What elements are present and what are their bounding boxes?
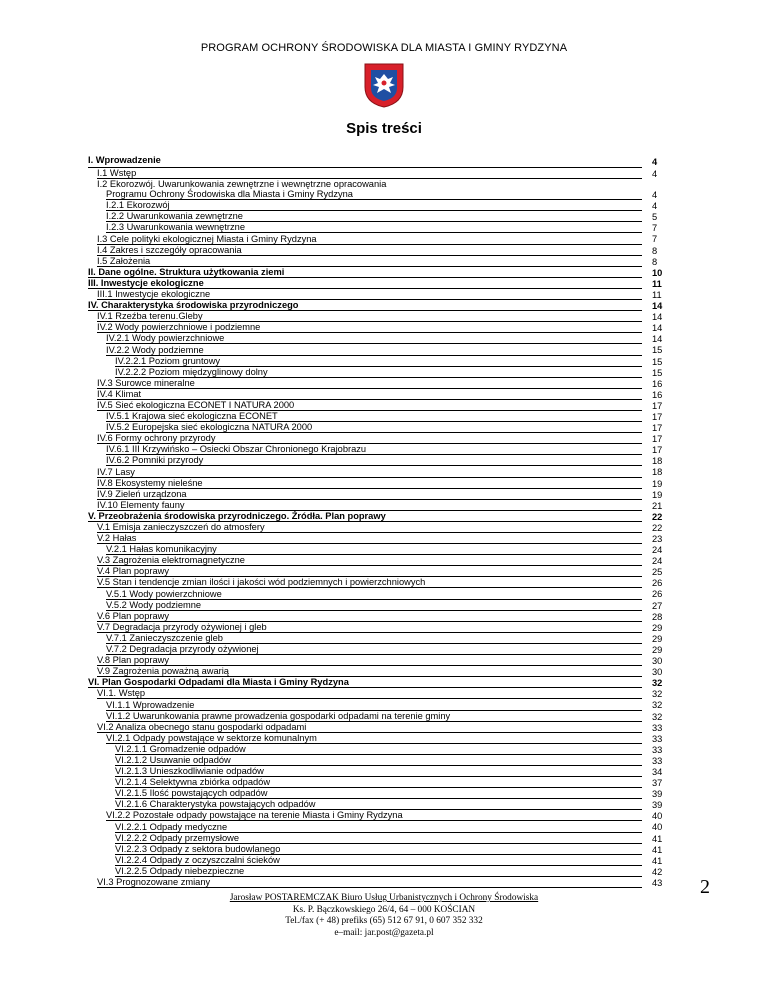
toc-entry-label: IV.9 Zieleń urządzona (97, 488, 187, 499)
toc-entry-label: IV.2.1 Wody powierzchniowe (106, 333, 225, 344)
toc-entry-page: 10 (652, 267, 663, 278)
toc-entry-page: 4 (652, 157, 658, 167)
toc-entry-page: 19 (652, 478, 663, 489)
toc-entry-page: 32 (652, 711, 663, 722)
toc-entry-label: III.1 Inwestycje ekologiczne (97, 289, 211, 300)
toc-entry-label: IV.5.2 Europejska sieć ekologiczna NATURA 2000 (106, 422, 313, 433)
toc-entry-label: IV.2.2.2 Poziom międzyglinowy dolny (115, 366, 268, 377)
toc-entry-page: 30 (652, 667, 663, 678)
toc-entry-label: V.7.1 Zanieczyszczenie gleb (106, 632, 223, 643)
toc-entry-label: IV.6.1 III Krzywińsko – Osiecki Obszar Chronionego Krajobrazu (106, 444, 367, 455)
toc-entry[interactable] (88, 878, 678, 889)
toc-entry-page: 32 (652, 700, 663, 711)
toc-entry-page: 39 (652, 800, 663, 811)
page-header: PROGRAM OCHRONY ŚRODOWISKA DLA MIASTA I GMINY RYDZYNA (200, 42, 568, 54)
toc-entry-label: VI.2.1.4 Selektywna zbiórka odpadów (115, 777, 271, 788)
toc-entry-page: 17 (652, 445, 663, 456)
toc-entry-page: 15 (652, 367, 663, 378)
toc-entry-page: 26 (652, 589, 663, 600)
footer-phone: Tel./fax (+ 48) prefiks (65) 512 67 91, 0 607 352 332 (285, 916, 483, 926)
toc-entry-label: I.2.1 Ekorozwój (106, 200, 170, 211)
toc-entry-label: V. Przeobrażenia środowiska przyrodniczego. Źródła. Plan poprawy (88, 510, 386, 521)
page-number: 2 (700, 876, 710, 898)
toc-entry-page: 4 (652, 201, 658, 212)
toc-entry-page: 5 (652, 212, 658, 223)
toc-entry-page: 26 (652, 578, 663, 589)
toc-entry-page: 4 (652, 190, 658, 201)
toc-entry-label: VI.2.1.5 Ilość powstających odpadów (115, 788, 268, 799)
toc-entry-label: IV.1 Rzeźba terenu.Gleby (97, 311, 203, 322)
toc-entry-label: VI.2.1 Odpady powstające w sektorze komunalnym (106, 732, 317, 743)
toc-entry-label: III. Inwestycje ekologiczne (88, 277, 204, 288)
toc-entry-label: V.6 Plan poprawy (97, 610, 170, 621)
toc-entry-page: 18 (652, 456, 663, 467)
toc-entry-page: 24 (652, 556, 663, 567)
toc-entry-page: 23 (652, 534, 663, 544)
toc-entry-label: IV.5.1 Krajowa sieć ekologiczna ECONET (106, 411, 278, 422)
toc-entry-page: 11 (652, 278, 662, 289)
toc-entry-label: I.2.2 Uwarunkowania zewnętrzne (106, 211, 243, 222)
toc-entry-label: V.2.1 Hałas komunikacyjny (106, 544, 217, 555)
toc-entry-label: VI.2.2.4 Odpady z oczyszczalni ścieków (115, 854, 280, 865)
toc-entry-page: 43 (652, 877, 663, 888)
toc-entry-label: IV.6 Formy ochrony przyrody (97, 433, 216, 444)
toc-entry-page: 7 (652, 223, 658, 234)
toc-entry-label: IV.3 Surowce mineralne (97, 377, 195, 388)
toc-entry-page: 18 (652, 467, 663, 478)
toc-entry-page: 33 (652, 722, 663, 733)
toc-entry-page: 32 (652, 678, 663, 689)
toc-entry-page: 22 (652, 511, 663, 522)
toc-entry-label: VI.2.1.2 Usuwanie odpadów (115, 754, 231, 765)
toc-entry-label: IV.2.2.1 Poziom gruntowy (115, 355, 221, 366)
toc-entry-page: 17 (652, 400, 663, 411)
toc-entry[interactable] (88, 149, 678, 169)
toc-entry-page: 33 (652, 755, 663, 766)
toc-entry-label: IV.5 Sieć ekologiczna ECONET I NATURA 2000 (97, 399, 295, 410)
toc-entry-label: V.9 Zagrożenia poważną awarią (97, 666, 229, 677)
toc-entry-page: 33 (652, 733, 663, 744)
toc-entry-label: IV.6.2 Pomniki przyrody (106, 455, 204, 466)
toc-entry-label: IV.8 Ekosystemy nieleśne (97, 477, 203, 488)
toc-entry-label: I.2.3 Uwarunkowania wewnętrzne (106, 222, 246, 233)
toc-entry-page: 33 (652, 744, 663, 755)
toc-entry-page: 27 (652, 600, 663, 611)
toc-entry-label: V.2 Hałas (97, 533, 137, 544)
toc-entry-page: 37 (652, 778, 663, 789)
footer-address: Ks. P. Bączkowskiego 26/4, 64 – 000 KOŚCIAN (292, 904, 476, 915)
toc-entry-page: 16 (652, 378, 663, 389)
toc-entry-page: 30 (652, 656, 663, 667)
toc-entry-label: V.5.1 Wody powierzchniowe (106, 588, 222, 599)
document-title: Spis treści (346, 120, 422, 137)
toc-entry-label: IV.10 Elementy fauny (97, 499, 185, 510)
toc-entry-page: 19 (652, 489, 663, 500)
toc-entry-label: Programu Ochrony Środowiska dla Miasta i Gminy Rydzyna (106, 189, 353, 200)
toc-entry-page: 22 (652, 522, 663, 533)
toc-entry-page: 40 (652, 811, 663, 822)
toc-entry-label: VI.2.1.6 Charakterystyka powstających odpadów (115, 799, 316, 810)
toc-entry-label: V.5.2 Wody podziemne (106, 599, 202, 610)
toc-entry-label: IV.4 Klimat (97, 388, 142, 399)
toc-entry-label: V.8 Plan poprawy (97, 655, 170, 666)
toc-entry-label: IV.2.2 Wody podziemne (106, 344, 204, 355)
toc-entry-page: 34 (652, 766, 663, 777)
toc-entry-page: 29 (652, 644, 663, 655)
toc-entry-page: 14 (652, 301, 663, 312)
toc-entry-page: 15 (652, 345, 663, 356)
toc-entry-page: 28 (652, 611, 663, 622)
toc-entry-page: 29 (652, 633, 663, 644)
toc-entry-label: V.5 Stan i tendencje zmian ilości i jakości wód podziemnych i powierzchniowych (97, 577, 426, 588)
toc-entry-label: VI.3 Prognozowane zmiany (97, 877, 211, 887)
toc-entry-page: 41 (652, 844, 663, 855)
toc-entry-label: IV.7 Lasy (97, 466, 135, 477)
toc-entry-page: 32 (652, 689, 663, 700)
toc-entry-page: 11 (652, 289, 662, 300)
toc-entry-label: I.2 Ekorozwój. Uwarunkowania zewnętrzne i wewnętrzne opracowania (97, 179, 387, 190)
toc-entry-page: 41 (652, 833, 663, 844)
toc-entry-page: 39 (652, 789, 663, 800)
toc-entry-label: VI.2.2.1 Odpady medyczne (115, 821, 228, 832)
toc-entry-label: VI.2.2.5 Odpady niebezpieczne (115, 865, 245, 876)
toc-entry-label: IV.2 Wody powierzchniowe i podziemne (97, 322, 261, 333)
toc-entry-page: 7 (652, 234, 658, 245)
toc-entry-page: 8 (652, 256, 658, 267)
toc-entry-label: V.7.2 Degradacja przyrody ożywionej (106, 644, 259, 655)
toc-entry-page: 25 (652, 567, 663, 578)
table-of-contents (88, 149, 678, 889)
toc-entry-page: 21 (652, 500, 663, 511)
toc-entry-page: 14 (652, 323, 663, 334)
toc-entry-label: V.1 Emisja zanieczyszczeń do atmosfery (97, 522, 265, 532)
toc-entry-label: I.4 Zakres i szczegóły opracowania (97, 244, 242, 255)
toc-entry-label: VI.2.1.3 Unieszkodliwianie odpadów (115, 766, 264, 777)
toc-entry-page: 14 (652, 312, 663, 323)
toc-entry-label: I. Wprowadzenie (88, 155, 161, 165)
toc-entry-page: 17 (652, 423, 663, 434)
toc-entry-label: V.4 Plan poprawy (97, 566, 170, 577)
toc-entry-label: VI.2.2.3 Odpady z sektora budowlanego (115, 843, 281, 854)
toc-entry-label: VI. Plan Gospodarki Odpadami dla Miasta i Gminy Rydzyna (88, 677, 349, 688)
toc-entry-label: VI.2 Analiza obecnego stanu gospodarki odpadami (97, 721, 307, 732)
toc-entry-page: 17 (652, 434, 663, 445)
toc-entry-page: 15 (652, 356, 663, 367)
coat-of-arms-icon (362, 61, 406, 109)
toc-entry-label: VI.1.2 Uwarunkowania prawne prowadzenia gospodarki odpadami na terenie gminy (106, 710, 451, 721)
toc-entry-label: VI.1.1 Wprowadzenie (106, 699, 195, 710)
toc-entry-page: 4 (652, 169, 658, 179)
toc-entry-page: 40 (652, 822, 663, 833)
footer-email: e–mail: jar.post@gazeta.pl (334, 927, 434, 938)
toc-entry-page: 14 (652, 334, 663, 345)
toc-entry-label: V.7 Degradacja przyrody ożywionej i gleb (97, 621, 267, 632)
toc-entry-label: I.3 Cele polityki ekologicznej Miasta i Gminy Rydzyna (97, 233, 317, 244)
toc-entry-label: I.5 Założenia (97, 255, 151, 266)
footer-company: Jarosław POSTAREMCZAK Biuro Usług Urbanistycznych i Ochrony Środowiska (229, 893, 539, 903)
toc-entry-label: VI.2.2 Pozostałe odpady powstające na terenie Miasta i Gminy Rydzyna (106, 810, 403, 821)
toc-entry-page: 42 (652, 866, 663, 877)
toc-entry-label: I.1 Wstęp (97, 168, 137, 179)
toc-entry-page: 8 (652, 245, 658, 256)
toc-entry-page: 16 (652, 389, 663, 400)
toc-entry-label: VI.1. Wstęp (97, 688, 146, 699)
toc-entry-label: V.3 Zagrożenia elektromagnetyczne (97, 555, 245, 566)
toc-entry-page: 29 (652, 622, 663, 633)
toc-entry-label: VI.2.1.1 Gromadzenie odpadów (115, 743, 246, 754)
toc-entry-page: 41 (652, 855, 663, 866)
footer (0, 893, 768, 939)
toc-entry-page: 17 (652, 411, 663, 422)
toc-entry-label: IV. Charakterystyka środowiska przyrodniczego (88, 300, 299, 311)
toc-entry-label: II. Dane ogólne. Struktura użytkowania ziemi (88, 266, 285, 277)
toc-entry-page: 24 (652, 545, 663, 556)
toc-entry-label: VI.2.2.2 Odpady przemysłowe (115, 832, 240, 843)
